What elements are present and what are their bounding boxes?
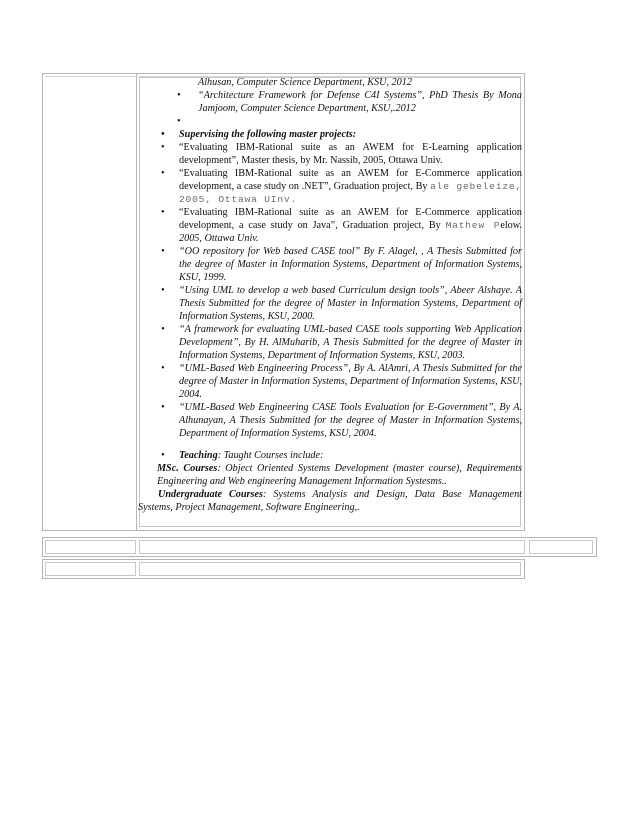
msc-text: : Object Oriented Systems Development (master course), Requirements Engineering and Web engineering Management Information Systesms.. xyxy=(157,463,522,487)
spacer xyxy=(140,440,522,449)
cv-table-left-column xyxy=(43,74,137,530)
teaching-heading xyxy=(140,449,522,462)
bullet-icon: • xyxy=(161,402,165,413)
table-cell xyxy=(139,562,521,576)
undergraduate-label: Undergraduate Courses xyxy=(158,489,263,500)
bullet-icon: • xyxy=(161,363,165,374)
project-item xyxy=(140,362,522,401)
project-text: “OO repository for Web based CASE tool” By F. Alagel, , A Thesis Submitted for the degree of Master in Information Systems, Department of Information Systems, KSU, 1999. xyxy=(179,246,522,283)
table-cell xyxy=(139,540,525,554)
teaching-text: : Taught Courses include: xyxy=(217,450,324,461)
project-text: “Evaluating IBM-Rational suite as an AWEM for E-Learning application development”, Master thesis, by Mr. Nassib, 2005, Ottawa Univ. xyxy=(179,142,522,166)
project-item xyxy=(140,401,522,440)
master-projects-heading xyxy=(140,128,522,141)
project-item xyxy=(140,284,522,323)
project-item xyxy=(140,167,522,206)
phd-item xyxy=(140,89,522,115)
phd-item-continuation xyxy=(140,76,522,89)
project-item xyxy=(140,141,522,167)
bullet-icon: • xyxy=(177,90,181,101)
project-text: “A framework for evaluating UML-based CASE tools supporting Web Application Development”, By H. AlMuharib, A Thesis Submitted for the degree of Master in Information Systems, Department of Information Systems, KSU, 2003. xyxy=(179,324,522,361)
empty-table-row-2 xyxy=(42,559,525,579)
project-item xyxy=(140,323,522,362)
project-author-mono: Mathew P xyxy=(445,220,501,231)
empty-table-row-1 xyxy=(42,537,597,557)
phd-item-text: “Architecture Framework for Defense C4I Systems”, PhD Thesis By Mona Jamjoom, Computer Science Department, KSU,.2012 xyxy=(198,90,522,114)
project-item xyxy=(140,206,522,245)
msc-courses xyxy=(140,462,522,488)
master-heading-text: Supervising the following master projects: xyxy=(179,129,357,140)
table-cell xyxy=(529,540,593,554)
bullet-icon: • xyxy=(177,116,181,127)
bullet-icon: • xyxy=(161,285,165,296)
project-text: “Evaluating IBM-Rational suite as an AWEM for E-Commerce application development, a case study on Java”, Graduation project, By xyxy=(179,207,522,231)
project-year: 2005, Ottawa Univ. xyxy=(179,233,259,244)
bullet-icon: • xyxy=(161,450,165,461)
teaching-label: Teaching xyxy=(179,450,218,461)
bullet-icon: • xyxy=(161,246,165,257)
empty-bullet-item xyxy=(140,115,522,128)
table-cell xyxy=(45,562,136,576)
project-author-tail: elow. xyxy=(500,220,522,231)
project-author-mono: ale gebeleize, 2005, Ottawa UInv. xyxy=(179,181,523,205)
table-cell xyxy=(45,540,136,554)
bullet-icon: • xyxy=(161,142,165,153)
undergraduate-courses xyxy=(138,488,522,514)
project-text: “UML-Based Web Engineering Process”, By A. AlAmri, A Thesis Submitted for the degree of Master in Information Systems, Department of Information Systems, KSU, 2004. xyxy=(179,363,522,400)
bullet-icon: • xyxy=(161,168,165,179)
bullet-icon: • xyxy=(161,207,165,218)
project-text: “Using UML to develop a web based Curriculum design tools”, Abeer Alshaye. A Thesis Submitted for the degree of Master in Information Systems, Department of Information Systems, KSU, 2000. xyxy=(179,285,522,322)
project-text: “UML-Based Web Engineering CASE Tools Evaluation for E-Government”, By A. Alhunayan, A Thesis Submitted for the degree of Master in Information Systems, Department of Information Systems, KSU, 2004. xyxy=(179,402,522,439)
project-text: “Evaluating IBM-Rational suite as an AWEM for E-Commerce application development, a case study on .NET”, Graduation project, By xyxy=(179,168,522,192)
bullet-icon: • xyxy=(161,324,165,335)
continuation-text: Alhusan, Computer Science Department, KSU, 2012 xyxy=(198,77,412,88)
project-item xyxy=(140,245,522,284)
cv-content xyxy=(140,76,522,514)
undergraduate-text: : Systems Analysis and Design, Data Base Management Systems, Project Management, Software Engineering,. xyxy=(138,489,522,513)
bullet-icon: • xyxy=(161,129,165,140)
msc-label: MSc. Courses xyxy=(157,463,218,474)
